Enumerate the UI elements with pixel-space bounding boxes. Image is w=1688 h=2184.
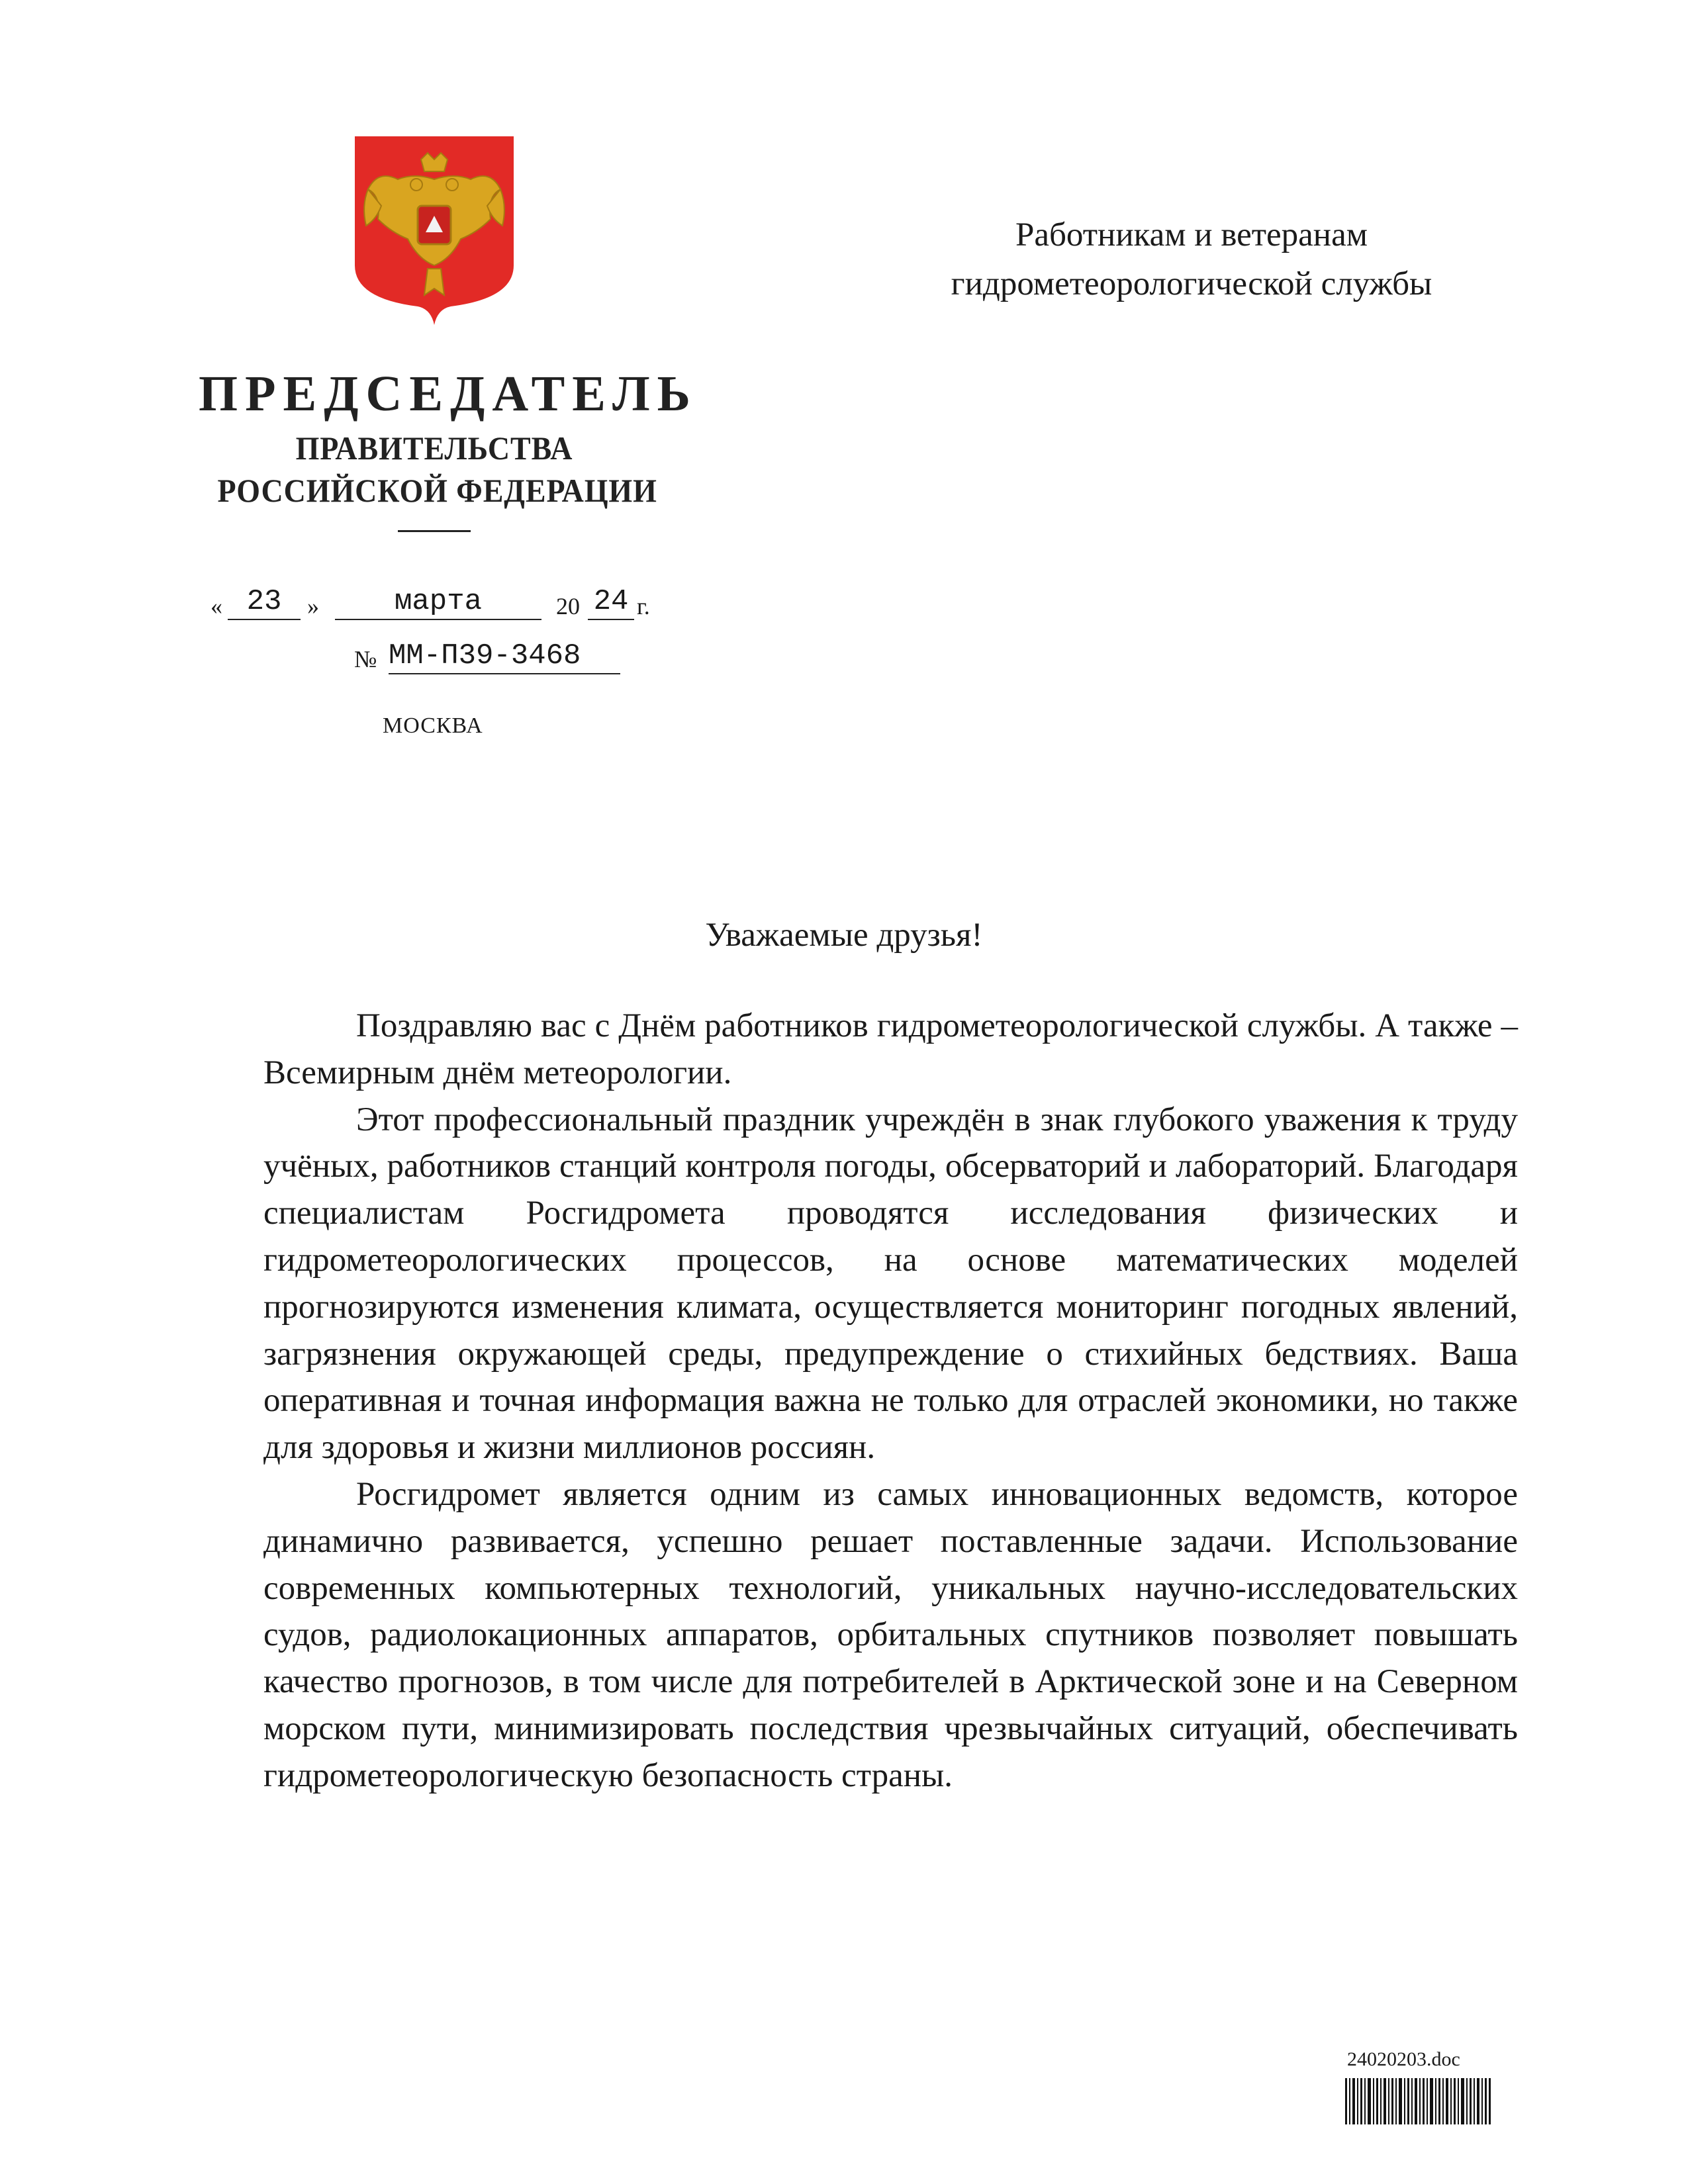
- sender-block: [199, 361, 698, 532]
- date-suffix: г.: [637, 593, 650, 619]
- recipient-line-1: Работникам и ветеранам: [1015, 216, 1368, 253]
- date-month: марта: [335, 584, 541, 620]
- document-reference: 24020203.doc: [1347, 2048, 1460, 2070]
- recipient-line-2: гидрометеорологической службы: [951, 265, 1432, 302]
- city-label: МОСКВА: [383, 713, 483, 738]
- number-value: ММ-П39-3468: [389, 639, 620, 674]
- coat-of-arms-icon: [352, 133, 517, 325]
- sender-divider: [398, 530, 471, 532]
- sender-line-3: РОССИЙСКОЙ ФЕДЕРАЦИИ: [217, 472, 657, 509]
- date-open-quote: «: [211, 593, 222, 619]
- sender-title: ПРЕДСЕДАТЕЛЬ: [199, 366, 698, 422]
- paragraph-3: Росгидромет является одним из самых инновационных ведомств, которое динамично развивается, успешно решает поставленные задачи. Использование современных компьютерных технологий, уникальных научно-исследовательских судов, радиолокационных аппаратов, орбитальных спутников позволяет повышать качество прогнозов, в том числе для потребителей в Арктической зоне и на Северном морском пути, минимизировать последствия чрезвычайных ситуаций, обеспечивать гидрометеорологическую безопасность страны.: [263, 1475, 1518, 1794]
- paragraph-2: Этот профессиональный праздник учреждён в знак глубокого уважения к труду учёных, работников станций контроля погоды, обсерваторий и лабораторий. Благодаря специалистам Росгидромета проводятся исследования физических и гидрометеорологических процессов, на основе математических моделей прогнозируются изменения климата, осуществляется мониторинг погодных явлений, загрязнения окружающей среды, предупреждение о стихийных бедствиях. Ваша оперативная и точная информация важна не только для отраслей экономики, но также для здоровья и жизни миллионов россиян.: [263, 1101, 1518, 1467]
- sender-line-2: ПРАВИТЕЛЬСТВА: [295, 430, 573, 467]
- paragraph-1: Поздравляю вас с Днём работников гидрометеорологической службы. А также – Всемирным днём метеорологии.: [263, 1007, 1518, 1091]
- recipient-block: [894, 210, 1489, 308]
- date-year: 24: [588, 584, 634, 620]
- greeting: Уважаемые друзья!: [705, 917, 983, 954]
- date-century: 20: [556, 593, 580, 619]
- barcode-icon: [1345, 2078, 1491, 2124]
- number-label: №: [354, 646, 377, 672]
- date-close-quote: »: [307, 593, 319, 619]
- date-day: 23: [228, 584, 301, 620]
- letter-body: [263, 1003, 1518, 1799]
